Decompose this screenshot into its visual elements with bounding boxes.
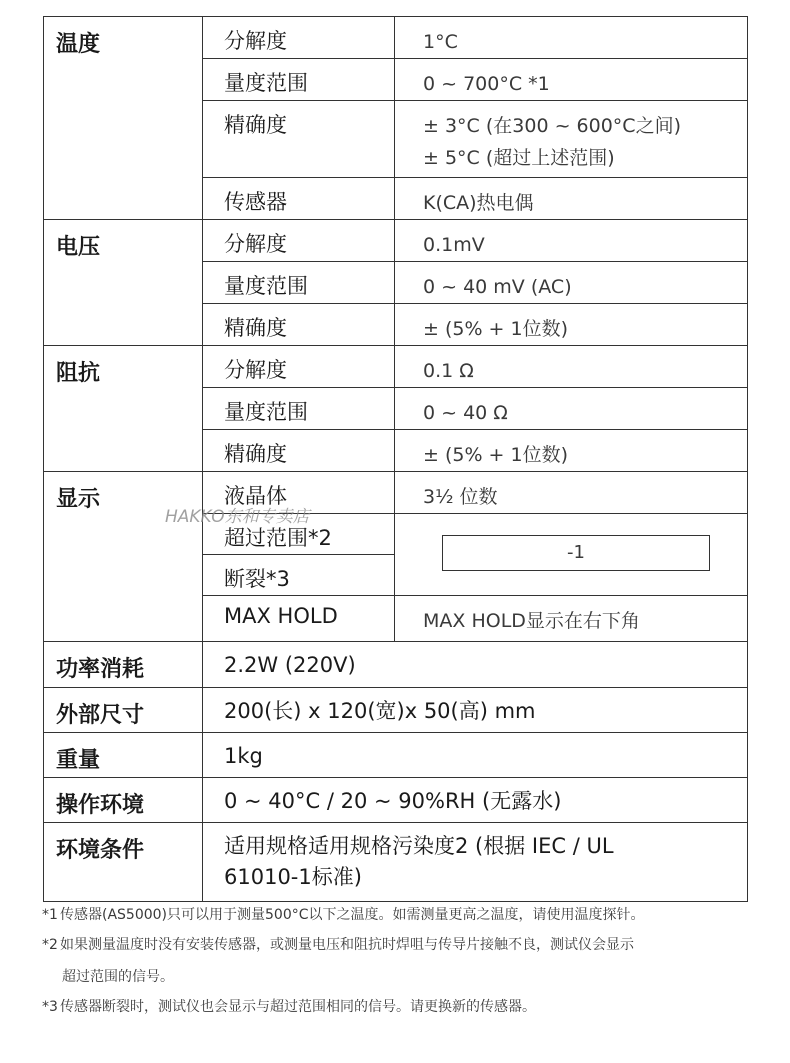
temperature-range-value: 0 ~ 700°C *1 [395,59,748,101]
environment-row [44,778,748,823]
display-shared-value: -1 [442,535,710,571]
temperature-range-label: 量度范围 [203,59,395,101]
impedance-range-label: 量度范围 [203,388,395,430]
footnote-3-mark: *3 [42,999,58,1015]
display-category: 显示 [44,472,203,642]
conditions-label: 环境条件 [44,823,203,902]
display-maxhold-value: MAX HOLD显示在右下角 [395,596,748,642]
weight-row [44,733,748,778]
impedance-range-value: 0 ~ 40 Ω [395,388,748,430]
power-value: 2.2W (220V) [203,642,748,688]
display-lcd-value: 3½ 位数 [395,472,748,514]
temperature-resolution-row [44,17,748,59]
temperature-resolution-value: 1°C [395,17,748,59]
voltage-range-value: 0 ~ 40 mV (AC) [395,262,748,304]
display-lcd-row [44,472,748,514]
temperature-sensor-label: 传感器 [203,178,395,220]
watermark: HAKKO东和专卖店 [165,507,310,527]
temperature-accuracy-line1: ± 3°C (在300 ~ 600°C之间) [423,115,681,137]
conditions-value: 适用规格适用规格污染度2 (根据 IEC / UL 61010-1标准) [203,823,748,902]
voltage-resolution-label: 分解度 [203,220,395,262]
voltage-accuracy-value: ± (5% + 1位数) [395,304,748,346]
voltage-resolution-value: 0.1mV [395,220,748,262]
footnote-3 [42,996,762,1018]
voltage-resolution-row [44,220,748,262]
weight-label: 重量 [44,733,203,778]
power-label: 功率消耗 [44,642,203,688]
power-row [44,642,748,688]
footnote-2-continuation: 超过范围的信号。 [62,969,174,985]
temperature-accuracy-label: 精确度 [203,101,395,178]
display-lcd-label: 液晶体 [203,472,395,514]
impedance-resolution-label: 分解度 [203,346,395,388]
voltage-accuracy-label: 精确度 [203,304,395,346]
display-maxhold-label: MAX HOLD [203,596,395,642]
conditions-row [44,823,748,902]
voltage-category: 电压 [44,220,203,346]
impedance-accuracy-label: 精确度 [203,430,395,472]
display-over-range-label: 超过范围*2 [203,514,395,555]
dimensions-label: 外部尺寸 [44,688,203,733]
voltage-range-label: 量度范围 [203,262,395,304]
temperature-accuracy-value [395,101,748,178]
display-broken-label: 断裂*3 [203,555,395,596]
temperature-category: 温度 [44,17,203,220]
footnote-1 [42,904,762,926]
footnote-2 [42,934,762,988]
footnote-2-mark: *2 [42,937,58,953]
footnote-1-mark: *1 [42,907,58,923]
footnotes [42,904,762,1026]
temperature-resolution-label: 分解度 [203,17,395,59]
environment-label: 操作环境 [44,778,203,823]
spec-table [43,16,748,902]
footnote-2-text: 如果测量温度时没有安装传感器，或测量电压和阻抗时焊咀与传导片接触不良，测试仪会显示 [60,937,634,953]
impedance-resolution-row [44,346,748,388]
temperature-sensor-value: K(CA)热电偶 [395,178,748,220]
dimensions-value: 200(长) x 120(宽)x 50(高) mm [203,688,748,733]
impedance-resolution-value: 0.1 Ω [395,346,748,388]
weight-value: 1kg [203,733,748,778]
environment-value: 0 ~ 40°C / 20 ~ 90%RH (无露水) [203,778,748,823]
impedance-category: 阻抗 [44,346,203,472]
display-shared-cell [395,514,748,596]
impedance-accuracy-value: ± (5% + 1位数) [395,430,748,472]
dimensions-row [44,688,748,733]
footnote-3-text: 传感器断裂时，测试仪也会显示与超过范围相同的信号。请更换新的传感器。 [60,999,536,1015]
footnote-1-text: 传感器(AS5000)只可以用于测量500°C以下之温度。如需测量更高之温度，请使用温度探针。 [60,907,645,923]
temperature-accuracy-line2: ± 5°C (超过上述范围) [423,147,615,169]
